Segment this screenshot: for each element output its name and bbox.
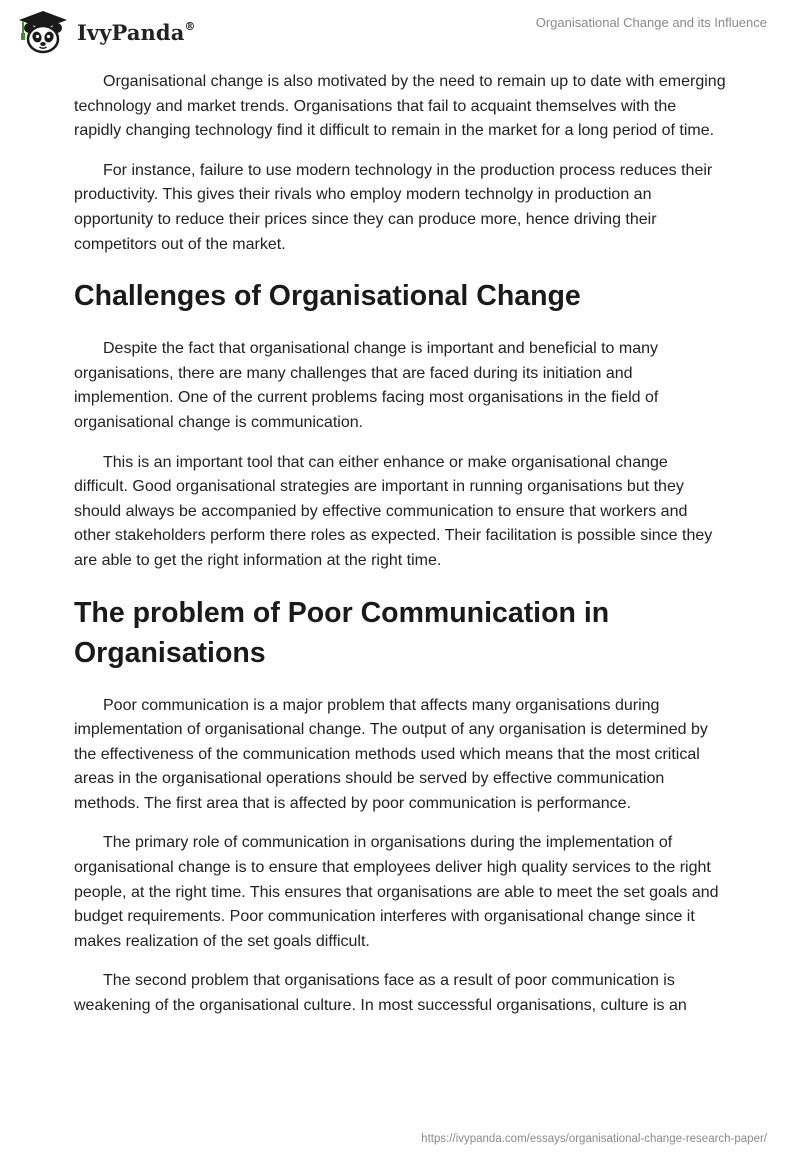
ivypanda-logo[interactable] [16,8,196,56]
paragraph: The primary role of communication in organisations during the implementation of organisational change is to ensure that employees deliver high quality services to the right people, at the right time. This ensures that organisations are able to meet the set goals and budget requirements. Poor communication interferes with organisational change since it makes realization of the set goals difficult. [74,834,719,950]
essay-content [74,70,726,1034]
paragraph: This is an important tool that can either enhance or make organisational change difficult. Good organisational strategies are important in running organisations but they should always be accompanied by effective communication to ensure that workers and other stakeholders perform there roles as expected. Their facilitation is possible since they are able to get the right information at the right time. [74,453,713,569]
paragraph: Poor communication is a major problem that affects many organisations during implementation of organisational change. The output of any organisation is determined by the effectiveness of the communication methods used which means that the most critical areas in the organisational operations should be served by effective communication methods. The first area that is affected by poor communication is performance. [74,696,708,812]
brand-name: IvyPanda® [77,19,196,45]
paragraph: Organisational change is also motivated by the need to remain up to date with emerging technology and market trends. Organisations that fail to acquaint themselves with the rapidly changing technology find it difficult to remain in the market for a long period of time. [74,73,726,140]
panda-graduate-logo-icon [16,10,70,54]
paragraph: The second problem that organisations face as a result of poor communication is weakening of the organisational culture. In most successful organisations, culture is an [74,972,687,1015]
page-header [0,0,800,60]
section-heading: Challenges of Organisational Change [74,280,581,313]
document-title: Organisational Change and its Influence [535,15,767,30]
source-url[interactable]: https://ivypanda.com/essays/organisational-change-research-paper/ [421,1133,767,1145]
section-heading: The problem of Poor Communication in Organisations [74,596,610,669]
paragraph: For instance, failure to use modern technology in the production process reduces their productivity. This gives their rivals who employ modern technolgy in production an opportunity to reduce their prices since they can produce more, hence driving their competitors out of the market. [74,161,713,253]
paragraph: Despite the fact that organisational change is important and beneficial to many organisations, there are many challenges that are faced during its initiation and implemention. One of the current problems facing most organisations in the field of organisational change is communication. [74,340,659,431]
